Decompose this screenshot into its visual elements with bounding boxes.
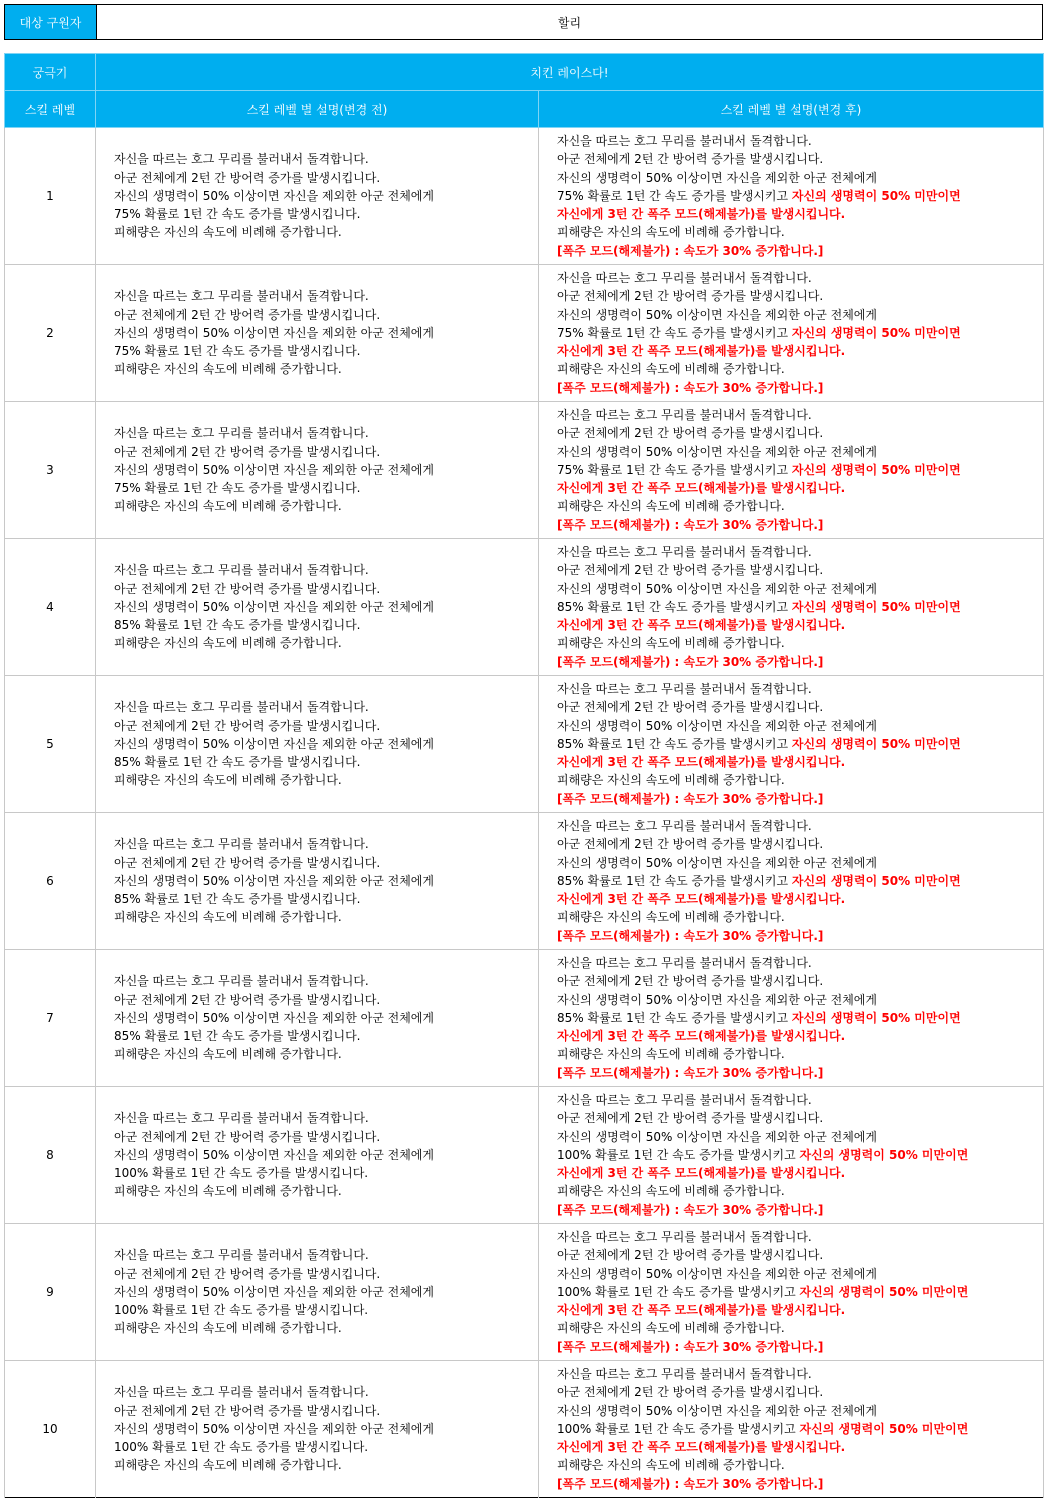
after-line [557,1420,1043,1438]
after-highlight: 자신의 생명력이 50% 미만이면 [791,873,961,888]
after-line: 자신의 생명력이 50% 이상이면 자신을 제외한 아군 전체에게 [557,992,877,1007]
after-line: 아군 전체에게 2턴 간 방어력 증가를 발생시킵니다. [557,563,824,578]
desc-after [539,1087,1044,1224]
before-line: 자신의 생명력이 50% 이상이면 자신을 제외한 아군 전체에게 [114,325,434,340]
after-line: 자신의 생명력이 50% 이상이면 자신을 제외한 아군 전체에게 [557,581,877,596]
desc-after [539,128,1044,265]
before-line: 피해량은 자신의 속도에 비례해 증가합니다. [114,1321,342,1336]
skill-level: 2 [5,265,96,402]
after-highlight: 자신의 생명력이 50% 미만이면 [791,325,961,340]
skill-level: 9 [5,1224,96,1361]
after-line [557,1283,1043,1301]
table-row [5,539,1044,676]
before-line: 100% 확률로 1턴 간 속도 증가를 발생시킵니다. [114,1440,369,1455]
desc-before [96,1224,539,1361]
skill-level: 7 [5,950,96,1087]
after-line: 아군 전체에게 2턴 간 방어력 증가를 발생시킵니다. [557,1385,824,1400]
after-highlight-line: 자신에게 3턴 간 폭주 모드(해제불가)를 발생시킵니다. [557,481,846,496]
after-highlight: 자신의 생명력이 50% 미만이면 [799,1284,969,1299]
after-line: 피해량은 자신의 속도에 비례해 증가합니다. [557,362,785,377]
before-line: 85% 확률로 1턴 간 속도 증가를 발생시킵니다. [114,618,361,633]
before-line: 75% 확률로 1턴 간 속도 증가를 발생시킵니다. [114,481,361,496]
before-line: 피해량은 자신의 속도에 비례해 증가합니다. [114,225,342,240]
after-line: 아군 전체에게 2턴 간 방어력 증가를 발생시킵니다. [557,974,824,989]
before-line: 피해량은 자신의 속도에 비례해 증가합니다. [114,499,342,514]
col-before-header: 스킬 레벨 별 설명(변경 전) [96,91,539,128]
desc-after [539,676,1044,813]
after-line: 자신을 따르는 호그 무리를 불러내서 돌격합니다. [557,134,812,149]
after-highlight: 자신의 생명력이 50% 미만이면 [791,462,961,477]
desc-before [96,1087,539,1224]
before-line: 피해량은 자신의 속도에 비례해 증가합니다. [114,636,342,651]
before-line: 자신을 따르는 호그 무리를 불러내서 돌격합니다. [114,289,369,304]
before-line: 자신의 생명력이 50% 이상이면 자신을 제외한 아군 전체에게 [114,736,434,751]
after-highlight: 자신의 생명력이 50% 미만이면 [791,736,961,751]
after-line: 피해량은 자신의 속도에 비례해 증가합니다. [557,636,785,651]
after-highlight-line: 자신에게 3턴 간 폭주 모드(해제불가)를 발생시킵니다. [557,1303,846,1318]
col-after-header: 스킬 레벨 별 설명(변경 후) [539,91,1044,128]
after-line: 아군 전체에게 2턴 간 방어력 증가를 발생시킵니다. [557,837,824,852]
before-line: 피해량은 자신의 속도에 비례해 증가합니다. [114,910,342,925]
berserk-note: [폭주 모드(해제불가) : 속도가 30% 증가합니다.] [557,928,824,943]
after-line: 아군 전체에게 2턴 간 방어력 증가를 발생시킵니다. [557,426,824,441]
berserk-note: [폭주 모드(해제불가) : 속도가 30% 증가합니다.] [557,791,824,806]
skill-level: 8 [5,1087,96,1224]
after-line: 피해량은 자신의 속도에 비례해 증가합니다. [557,499,785,514]
after-line: 자신의 생명력이 50% 이상이면 자신을 제외한 아군 전체에게 [557,855,877,870]
before-line: 자신을 따르는 호그 무리를 불러내서 돌격합니다. [114,563,369,578]
desc-before [96,128,539,265]
after-line-text: 85% 확률로 1턴 간 속도 증가를 발생시키고 [557,736,792,751]
after-line-text: 100% 확률로 1턴 간 속도 증가를 발생시키고 [557,1421,800,1436]
desc-after [539,1224,1044,1361]
after-highlight-line: 자신에게 3턴 간 폭주 모드(해제불가)를 발생시킵니다. [557,207,846,222]
before-line: 아군 전체에게 2턴 간 방어력 증가를 발생시킵니다. [114,1403,381,1418]
table-row [5,1087,1044,1224]
table-row [5,1361,1044,1498]
after-line-text: 85% 확률로 1턴 간 속도 증가를 발생시키고 [557,599,792,614]
after-line: 자신을 따르는 호그 무리를 불러내서 돌격합니다. [557,956,812,971]
desc-before [96,813,539,950]
target-value: 할리 [557,15,582,30]
before-line: 아군 전체에게 2턴 간 방어력 증가를 발생시킵니다. [114,718,381,733]
after-highlight: 자신의 생명력이 50% 미만이면 [799,1421,969,1436]
skill-level: 5 [5,676,96,813]
desc-before [96,539,539,676]
after-line [557,461,1043,479]
desc-after [539,265,1044,402]
after-line: 자신의 생명력이 50% 이상이면 자신을 제외한 아군 전체에게 [557,1266,877,1281]
before-line: 피해량은 자신의 속도에 비례해 증가합니다. [114,1047,342,1062]
before-line: 아군 전체에게 2턴 간 방어력 증가를 발생시킵니다. [114,444,381,459]
after-highlight-line: 자신에게 3턴 간 폭주 모드(해제불가)를 발생시킵니다. [557,344,846,359]
after-line: 자신을 따르는 호그 무리를 불러내서 돌격합니다. [557,1230,812,1245]
after-line: 피해량은 자신의 속도에 비례해 증가합니다. [557,910,785,925]
skill-table [4,53,1044,1498]
before-line: 자신을 따르는 호그 무리를 불러내서 돌격합니다. [114,1385,369,1400]
after-highlight-line: 자신에게 3턴 간 폭주 모드(해제불가)를 발생시킵니다. [557,755,846,770]
after-line-text: 100% 확률로 1턴 간 속도 증가를 발생시키고 [557,1147,800,1162]
after-highlight: 자신의 생명력이 50% 미만이면 [791,188,961,203]
before-line: 아군 전체에게 2턴 간 방어력 증가를 발생시킵니다. [114,307,381,322]
table-row [5,265,1044,402]
skill-level: 6 [5,813,96,950]
before-line: 자신을 따르는 호그 무리를 불러내서 돌격합니다. [114,152,369,167]
before-line: 75% 확률로 1턴 간 속도 증가를 발생시킵니다. [114,344,361,359]
col-level-header: 스킬 레벨 [5,91,96,128]
berserk-note: [폭주 모드(해제불가) : 속도가 30% 증가합니다.] [557,654,824,669]
ult-name: 치킨 레이스다! [96,54,1044,91]
after-line-text: 85% 확률로 1턴 간 속도 증가를 발생시키고 [557,873,792,888]
before-line: 자신의 생명력이 50% 이상이면 자신을 제외한 아군 전체에게 [114,1284,434,1299]
before-line: 자신을 따르는 호그 무리를 불러내서 돌격합니다. [114,1111,369,1126]
after-line: 피해량은 자신의 속도에 비례해 증가합니다. [557,1321,785,1336]
desc-after [539,813,1044,950]
after-line: 피해량은 자신의 속도에 비례해 증가합니다. [557,1047,785,1062]
after-line [557,872,1043,890]
column-header-row [5,91,1044,128]
after-line: 자신의 생명력이 50% 이상이면 자신을 제외한 아군 전체에게 [557,170,877,185]
after-line [557,187,1043,205]
after-highlight: 자신의 생명력이 50% 미만이면 [791,599,961,614]
ult-header-row [5,54,1044,91]
before-line: 85% 확률로 1턴 간 속도 증가를 발생시킵니다. [114,1029,361,1044]
after-line: 아군 전체에게 2턴 간 방어력 증가를 발생시킵니다. [557,289,824,304]
desc-after [539,1361,1044,1498]
after-line: 자신의 생명력이 50% 이상이면 자신을 제외한 아군 전체에게 [557,1403,877,1418]
after-line: 자신을 따르는 호그 무리를 불러내서 돌격합니다. [557,271,812,286]
ult-label: 궁극기 [5,54,96,91]
after-line: 자신을 따르는 호그 무리를 불러내서 돌격합니다. [557,1367,812,1382]
desc-after [539,402,1044,539]
desc-after [539,539,1044,676]
after-line: 자신의 생명력이 50% 이상이면 자신을 제외한 아군 전체에게 [557,444,877,459]
table-row [5,950,1044,1087]
after-line: 아군 전체에게 2턴 간 방어력 증가를 발생시킵니다. [557,700,824,715]
after-line: 아군 전체에게 2턴 간 방어력 증가를 발생시킵니다. [557,1248,824,1263]
after-line [557,735,1043,753]
after-line-text: 100% 확률로 1턴 간 속도 증가를 발생시키고 [557,1284,800,1299]
after-line: 자신을 따르는 호그 무리를 불러내서 돌격합니다. [557,1093,812,1108]
desc-before [96,950,539,1087]
table-row [5,676,1044,813]
before-line: 100% 확률로 1턴 간 속도 증가를 발생시킵니다. [114,1166,369,1181]
after-highlight: 자신의 생명력이 50% 미만이면 [799,1147,969,1162]
after-line: 자신을 따르는 호그 무리를 불러내서 돌격합니다. [557,408,812,423]
desc-before [96,265,539,402]
before-line: 100% 확률로 1턴 간 속도 증가를 발생시킵니다. [114,1303,369,1318]
before-line: 자신의 생명력이 50% 이상이면 자신을 제외한 아군 전체에게 [114,188,434,203]
before-line: 아군 전체에게 2턴 간 방어력 증가를 발생시킵니다. [114,992,381,1007]
after-line [557,1009,1043,1027]
after-line [557,598,1043,616]
berserk-note: [폭주 모드(해제불가) : 속도가 30% 증가합니다.] [557,1339,824,1354]
after-highlight-line: 자신에게 3턴 간 폭주 모드(해제불가)를 발생시킵니다. [557,1029,846,1044]
before-line: 아군 전체에게 2턴 간 방어력 증가를 발생시킵니다. [114,581,381,596]
after-line: 피해량은 자신의 속도에 비례해 증가합니다. [557,225,785,240]
desc-before [96,1361,539,1498]
target-hero-table [4,4,1043,40]
after-highlight-line: 자신에게 3턴 간 폭주 모드(해제불가)를 발생시킵니다. [557,1440,846,1455]
after-line: 피해량은 자신의 속도에 비례해 증가합니다. [557,1458,785,1473]
desc-after [539,950,1044,1087]
before-line: 아군 전체에게 2턴 간 방어력 증가를 발생시킵니다. [114,1266,381,1281]
desc-before [96,402,539,539]
berserk-note: [폭주 모드(해제불가) : 속도가 30% 증가합니다.] [557,517,824,532]
after-line-text: 85% 확률로 1턴 간 속도 증가를 발생시키고 [557,1010,792,1025]
berserk-note: [폭주 모드(해제불가) : 속도가 30% 증가합니다.] [557,1476,824,1491]
berserk-note: [폭주 모드(해제불가) : 속도가 30% 증가합니다.] [557,1202,824,1217]
before-line: 아군 전체에게 2턴 간 방어력 증가를 발생시킵니다. [114,1129,381,1144]
before-line: 85% 확률로 1턴 간 속도 증가를 발생시킵니다. [114,892,361,907]
after-line: 자신을 따르는 호그 무리를 불러내서 돌격합니다. [557,545,812,560]
target-label: 대상 구원자 [5,5,97,39]
before-line: 자신을 따르는 호그 무리를 불러내서 돌격합니다. [114,426,369,441]
before-line: 자신을 따르는 호그 무리를 불러내서 돌격합니다. [114,1248,369,1263]
desc-before [96,676,539,813]
before-line: 피해량은 자신의 속도에 비례해 증가합니다. [114,1458,342,1473]
berserk-note: [폭주 모드(해제불가) : 속도가 30% 증가합니다.] [557,1065,824,1080]
before-line: 자신의 생명력이 50% 이상이면 자신을 제외한 아군 전체에게 [114,1010,434,1025]
after-line: 자신의 생명력이 50% 이상이면 자신을 제외한 아군 전체에게 [557,718,877,733]
after-line [557,1146,1043,1164]
table-row [5,1224,1044,1361]
table-row [5,813,1044,950]
before-line: 자신의 생명력이 50% 이상이면 자신을 제외한 아군 전체에게 [114,1421,434,1436]
before-line: 아군 전체에게 2턴 간 방어력 증가를 발생시킵니다. [114,170,381,185]
after-line: 자신의 생명력이 50% 이상이면 자신을 제외한 아군 전체에게 [557,1129,877,1144]
before-line: 아군 전체에게 2턴 간 방어력 증가를 발생시킵니다. [114,855,381,870]
after-line-text: 75% 확률로 1턴 간 속도 증가를 발생시키고 [557,188,792,203]
before-line: 자신의 생명력이 50% 이상이면 자신을 제외한 아군 전체에게 [114,1147,434,1162]
berserk-note: [폭주 모드(해제불가) : 속도가 30% 증가합니다.] [557,243,824,258]
after-line: 피해량은 자신의 속도에 비례해 증가합니다. [557,773,785,788]
skill-level: 1 [5,128,96,265]
after-line: 자신을 따르는 호그 무리를 불러내서 돌격합니다. [557,682,812,697]
before-line: 피해량은 자신의 속도에 비례해 증가합니다. [114,773,342,788]
after-highlight-line: 자신에게 3턴 간 폭주 모드(해제불가)를 발생시킵니다. [557,1166,846,1181]
skill-level: 3 [5,402,96,539]
before-line: 자신을 따르는 호그 무리를 불러내서 돌격합니다. [114,837,369,852]
skill-level: 10 [5,1361,96,1498]
after-line: 아군 전체에게 2턴 간 방어력 증가를 발생시킵니다. [557,1111,824,1126]
after-highlight: 자신의 생명력이 50% 미만이면 [791,1010,961,1025]
table-row [5,128,1044,265]
before-line: 자신의 생명력이 50% 이상이면 자신을 제외한 아군 전체에게 [114,462,434,477]
skill-level: 4 [5,539,96,676]
after-line: 자신을 따르는 호그 무리를 불러내서 돌격합니다. [557,819,812,834]
berserk-note: [폭주 모드(해제불가) : 속도가 30% 증가합니다.] [557,380,824,395]
after-line: 자신의 생명력이 50% 이상이면 자신을 제외한 아군 전체에게 [557,307,877,322]
after-line: 아군 전체에게 2턴 간 방어력 증가를 발생시킵니다. [557,152,824,167]
after-line: 피해량은 자신의 속도에 비례해 증가합니다. [557,1184,785,1199]
after-line-text: 75% 확률로 1턴 간 속도 증가를 발생시키고 [557,462,792,477]
before-line: 자신을 따르는 호그 무리를 불러내서 돌격합니다. [114,974,369,989]
before-line: 피해량은 자신의 속도에 비례해 증가합니다. [114,1184,342,1199]
table-row [5,402,1044,539]
before-line: 자신의 생명력이 50% 이상이면 자신을 제외한 아군 전체에게 [114,599,434,614]
after-line-text: 75% 확률로 1턴 간 속도 증가를 발생시키고 [557,325,792,340]
before-line: 75% 확률로 1턴 간 속도 증가를 발생시킵니다. [114,207,361,222]
after-highlight-line: 자신에게 3턴 간 폭주 모드(해제불가)를 발생시킵니다. [557,618,846,633]
before-line: 85% 확률로 1턴 간 속도 증가를 발생시킵니다. [114,755,361,770]
before-line: 자신을 따르는 호그 무리를 불러내서 돌격합니다. [114,700,369,715]
before-line: 피해량은 자신의 속도에 비례해 증가합니다. [114,362,342,377]
after-line [557,324,1043,342]
after-highlight-line: 자신에게 3턴 간 폭주 모드(해제불가)를 발생시킵니다. [557,892,846,907]
before-line: 자신의 생명력이 50% 이상이면 자신을 제외한 아군 전체에게 [114,873,434,888]
